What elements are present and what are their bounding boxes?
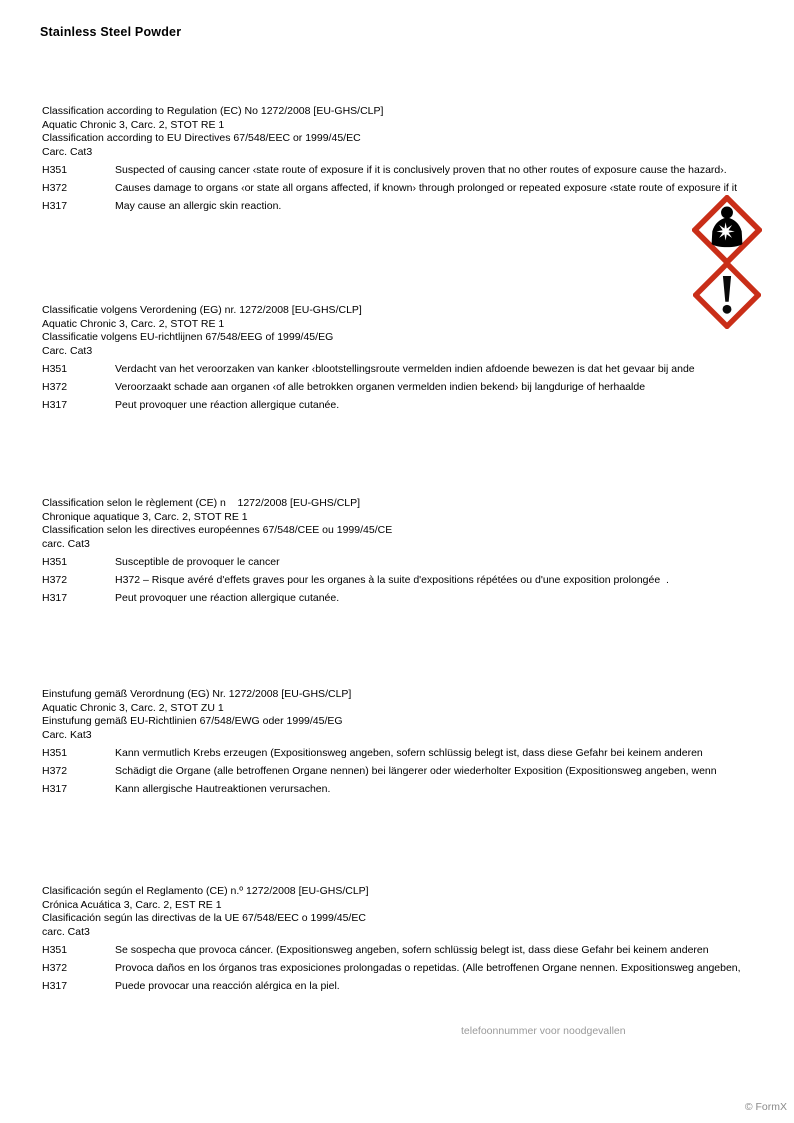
section-classification-spanish [42,885,794,993]
hazard-row [42,363,794,377]
intro-line: Classificatie volgens EU-richtlijnen 67/548/EEG of 1999/45/EG [42,331,334,343]
hazard-statements [42,556,794,606]
hazard-statements [42,363,794,413]
intro-line: Carc. Cat3 [42,344,93,357]
hazard-code: H351 [42,943,68,956]
section-classification-english [42,105,794,213]
hazard-statement: Peut provoquer une réaction allergique cutanée. [115,398,340,411]
hazard-code: H351 [42,555,68,568]
hazard-code: H372 [42,181,68,194]
hazard-statement: Provoca daños en los órganos tras exposiciones prolongadas o repetidas. (Alle betroffenen Organe nennen. Expositionsweg angeben, [115,961,741,974]
hazard-code: H317 [42,979,68,992]
hazard-statement: Suspected of causing cancer ‹state route of exposure if it is conclusively proven that no other routes of exposure cause the hazard›. [115,163,727,176]
section-classification-dutch [42,304,794,412]
intro-line: Aquatic Chronic 3, Carc. 2, STOT RE 1 [42,317,225,330]
hazard-code: H351 [42,362,68,375]
intro-line: Classification according to EU Directives 67/548/EEC or 1999/45/EC [42,132,361,144]
hazard-row [42,962,794,976]
intro-line: carc. Cat3 [42,537,90,550]
hazard-statement: May cause an allergic skin reaction. [115,199,282,212]
hazard-statement: Peut provoquer une réaction allergique cutanée. [115,591,340,604]
hazard-row [42,747,794,761]
hazard-row [42,381,794,395]
hazard-row [42,164,794,178]
hazard-statements [42,747,794,797]
copyright-label: © FormX [744,1101,787,1113]
intro-line: Classification selon le règlement (CE) n 1272/2008 [EU-GHS/CLP] [42,497,361,509]
hazard-statement: Kann allergische Hautreaktionen verursachen. [115,782,331,795]
hazard-code: H317 [42,591,68,604]
intro-line: Aquatic Chronic 3, Carc. 2, STOT RE 1 [42,118,225,131]
hazard-statements [42,944,794,994]
intro-line: Clasificación según las directivas de la UE 67/548/EEC o 1999/45/EC [42,912,366,924]
hazard-row [42,399,794,413]
hazard-row [42,592,794,606]
intro-line: Einstufung gemäß EU-Richtlinien 67/548/EWG oder 1999/45/EG [42,715,343,727]
hazard-code: H372 [42,764,68,777]
hazard-code: H351 [42,163,68,176]
hazard-row [42,980,794,994]
hazard-statement: Verdacht van het veroorzaken van kanker ‹blootstellingsroute vermelden indien afdoende bewezen is dat het gevaar bij ande [115,362,695,375]
hazard-code: H317 [42,199,68,212]
hazard-code: H372 [42,380,68,393]
emergency-contact-label: telefoonnummer voor noodgevallen [461,1025,626,1037]
hazard-code: H351 [42,746,68,759]
hazard-statement: Susceptible de provoquer le cancer [115,555,280,568]
intro-line: Chronique aquatique 3, Carc. 2, STOT RE 1 [42,510,248,523]
intro-line: Einstufung gemäß Verordnung (EG) Nr. 1272/2008 [EU-GHS/CLP] [42,688,352,700]
section-classification-french [42,497,794,605]
intro-line: Crónica Acuática 3, Carc. 2, EST RE 1 [42,898,222,911]
ghs07-exclamation-mark-icon [693,261,761,329]
hazard-row [42,574,794,588]
intro-line: Carc. Kat3 [42,728,92,741]
ghs08-health-hazard-icon [692,195,762,265]
hazard-statements [42,164,794,214]
hazard-statement: Puede provocar una reacción alérgica en la piel. [115,979,340,992]
hazard-statement: Veroorzaakt schade aan organen ‹of alle betrokken organen vermelden indien bekend› bij langdurige of herhaalde [115,380,646,393]
hazard-statement: Causes damage to organs ‹or state all organs affected, if known› through prolonged or repeated exposure ‹state route of exposure if it [115,181,738,194]
hazard-code: H317 [42,782,68,795]
hazard-statement: H372 – Risque avéré d'effets graves pour les organes à la suite d'expositions répétées ou d'une exposition prolongée . [115,573,669,586]
hazard-statement: Kann vermutlich Krebs erzeugen (Expositionsweg angeben, sofern schlüssig belegt ist, dass diese Gefahr bei keinem anderen [115,746,703,759]
hazard-code: H372 [42,961,68,974]
hazard-row [42,182,794,196]
intro-line: Aquatic Chronic 3, Carc. 2, STOT ZU 1 [42,701,224,714]
hazard-code: H372 [42,573,68,586]
hazard-statement: Se sospecha que provoca cáncer. (Expositionsweg angeben, sofern schlüssig belegt ist, dass diese Gefahr bei keinem anderen [115,943,709,956]
hazard-row [42,765,794,779]
hazard-row [42,200,794,214]
intro-line: Clasificación según el Reglamento (CE) n.º 1272/2008 [EU-GHS/CLP] [42,885,369,897]
section-classification-german [42,688,794,796]
hazard-row [42,783,794,797]
intro-line: Classification according to Regulation (EC) No 1272/2008 [EU-GHS/CLP] [42,105,384,117]
intro-line: Classification selon les directives européennes 67/548/CEE ou 1999/45/CE [42,524,393,536]
intro-line: carc. Cat3 [42,925,90,938]
document-title: Stainless Steel Powder [40,25,182,39]
intro-line: Carc. Cat3 [42,145,93,158]
hazard-statement: Schädigt die Organe (alle betroffenen Organe nennen) bei längerer oder wiederholter Exposition (Expositionsweg angeben, wenn [115,764,717,777]
hazard-row [42,944,794,958]
hazard-code: H317 [42,398,68,411]
hazard-row [42,556,794,570]
intro-line: Classificatie volgens Verordening (EG) nr. 1272/2008 [EU-GHS/CLP] [42,304,362,316]
